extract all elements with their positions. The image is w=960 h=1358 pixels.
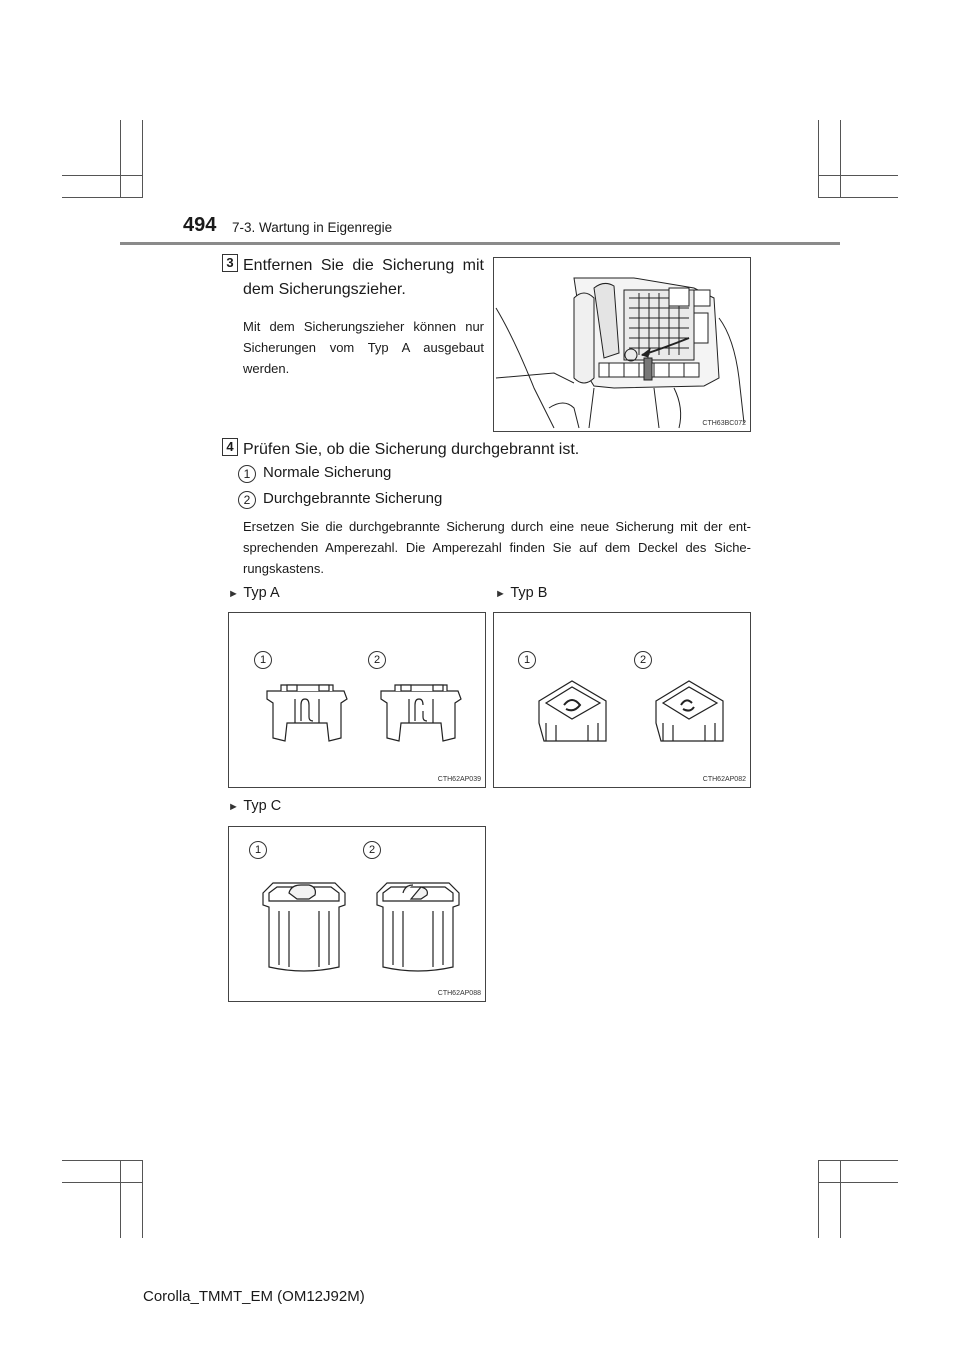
fig-number-1: 1	[518, 651, 536, 669]
step4-note-line3: rungskastens.	[243, 561, 324, 576]
triangle-right-icon: ►	[228, 801, 239, 813]
legend-number-1: 1	[238, 465, 256, 483]
fig-number-2: 2	[363, 841, 381, 859]
fuse-box-drawing	[494, 258, 750, 431]
type-a-heading	[228, 584, 280, 602]
crop-mark	[120, 1160, 121, 1238]
figure-code: CTH62AP082	[702, 776, 746, 783]
type-b-heading	[495, 584, 547, 602]
type-c-label: Typ C	[243, 798, 282, 814]
crop-mark	[840, 1160, 841, 1238]
fig-number-2: 2	[368, 651, 386, 669]
section-title: 7-3. Wartung in Eigenregie	[232, 220, 393, 235]
crop-mark	[62, 1182, 142, 1183]
step3-title-line2: dem Sicherungszieher.	[243, 281, 406, 298]
crop-mark	[818, 1182, 898, 1183]
crop-mark	[142, 1160, 143, 1238]
crop-mark	[62, 175, 142, 176]
step4-note-line1: Ersetzen Sie die durchgebrannte Sicherung durch eine neue Sicherung mit der ent-	[243, 519, 751, 534]
fig-number-1: 1	[254, 651, 272, 669]
fuse-type-a-drawing	[229, 613, 485, 787]
page-number: 494	[183, 214, 217, 236]
fuse-type-a-figure	[228, 612, 486, 788]
fuse-type-b-drawing	[494, 613, 750, 787]
step4-title: Prüfen Sie, ob die Sicherung durchgebrannt ist.	[243, 441, 580, 458]
step3-note-line3: werden.	[243, 361, 290, 376]
crop-mark	[818, 197, 898, 198]
figure-code: CTH62AP088	[437, 990, 481, 997]
step-badge-4: 4	[222, 438, 238, 456]
legend-label-normal: Normale Sicherung	[263, 464, 392, 481]
step3-title-line1: Entfernen Sie die Sicherung mit	[243, 257, 484, 274]
figure-code: CTH62AP039	[437, 776, 481, 783]
legend-label-blown: Durchgebrannte Sicherung	[263, 490, 443, 507]
step3-note-line2: Sicherungen vom Typ A ausgebaut	[243, 340, 484, 355]
crop-mark	[818, 175, 898, 176]
legend-number-2: 2	[238, 491, 256, 509]
fuse-type-c-drawing	[229, 827, 485, 1001]
figure-code: CTH63BC072	[702, 420, 746, 427]
type-b-label: Typ B	[510, 585, 548, 601]
crop-mark	[120, 120, 121, 198]
type-a-label: Typ A	[243, 585, 280, 601]
fig-number-1: 1	[249, 841, 267, 859]
fuse-box-illustration	[493, 257, 751, 432]
footer-document-id: Corolla_TMMT_EM (OM12J92M)	[143, 1288, 365, 1305]
fuse-type-c-figure	[228, 826, 486, 1002]
type-c-heading	[228, 797, 281, 815]
crop-mark	[142, 120, 143, 198]
fuse-type-b-figure	[493, 612, 751, 788]
crop-mark	[818, 1160, 819, 1238]
fig-number-2: 2	[634, 651, 652, 669]
step3-note-line1: Mit dem Sicherungszieher können nur	[243, 319, 484, 334]
step-badge-3: 3	[222, 254, 238, 272]
crop-mark	[62, 197, 142, 198]
crop-mark	[818, 120, 819, 198]
header-rule	[120, 242, 840, 245]
step4-note-line2: sprechenden Amperezahl. Die Amperezahl finden Sie auf dem Deckel des Siche-	[243, 540, 751, 555]
crop-mark	[840, 120, 841, 198]
crop-mark	[818, 1160, 898, 1161]
crop-mark	[62, 1160, 142, 1161]
triangle-right-icon: ►	[228, 588, 239, 600]
triangle-right-icon: ►	[495, 588, 506, 600]
